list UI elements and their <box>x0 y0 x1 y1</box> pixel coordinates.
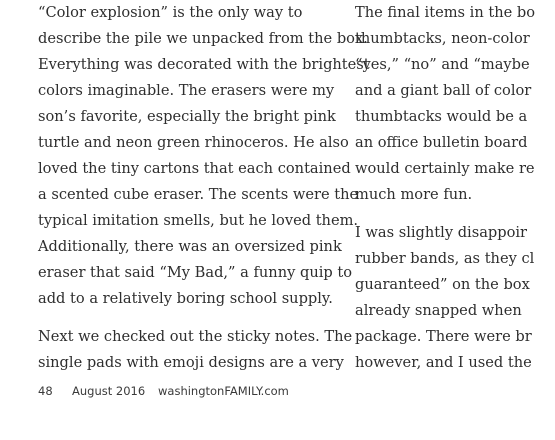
text-line: Everything was decorated with the brightest <box>38 56 370 73</box>
page-footer <box>38 384 289 398</box>
left-column <box>38 0 370 376</box>
text-line: would certainly make re <box>355 160 535 177</box>
issue-date: August 2016 <box>72 384 146 398</box>
text-line: guaranteed” on the box <box>355 276 530 293</box>
text-line: colors imaginable. The erasers were my <box>38 82 335 99</box>
text-line: and a giant ball of color <box>355 82 532 99</box>
text-line: rubber bands, as they cl <box>355 250 535 267</box>
text-line: loved the tiny cartons that each contained <box>38 160 351 177</box>
paragraph-gap <box>355 208 555 220</box>
text-line: package. There were br <box>355 328 532 345</box>
page-number: 48 <box>38 384 53 398</box>
text-line: Next we checked out the sticky notes. The <box>38 328 353 345</box>
text-line: Additionally, there was an oversized pink <box>38 238 342 255</box>
text-line: thumbtacks would be a <box>355 108 528 125</box>
text-line: describe the pile we unpacked from the box. <box>38 30 368 47</box>
text-line: “Color explosion” is the only way to <box>38 4 303 21</box>
text-line: however, and I used the <box>355 354 532 371</box>
text-line: typical imitation smells, but he loved them. <box>38 212 359 229</box>
text-line: an office bulletin board <box>355 134 528 151</box>
text-line: single pads with emoji designs are a very <box>38 354 344 371</box>
left-paragraph-2 <box>38 324 353 376</box>
text-line: much more fun. <box>355 186 473 203</box>
text-line: eraser that said “My Bad,” a funny quip to <box>38 264 353 281</box>
text-line: turtle and neon green rhinoceros. He also <box>38 134 349 151</box>
right-paragraph-1 <box>355 0 555 208</box>
text-line: son’s favorite, especially the bright pink <box>38 108 336 125</box>
text-line: already snapped when <box>355 302 522 319</box>
right-paragraph-2 <box>355 220 555 376</box>
text-line: thumbtacks, neon-color <box>355 30 530 47</box>
right-column <box>355 0 555 376</box>
text-line: add to a relatively boring school supply. <box>38 290 333 307</box>
text-line: “yes,” “no” and “maybe <box>355 56 530 73</box>
text-line: The final items in the bo <box>355 4 536 21</box>
text-line: I was slightly disappoir <box>355 224 528 241</box>
left-paragraph-1 <box>38 0 370 312</box>
text-line: a scented cube eraser. The scents were the <box>38 186 359 203</box>
paragraph-gap <box>38 312 350 324</box>
site-name: washingtonFAMILY.com <box>158 384 289 398</box>
